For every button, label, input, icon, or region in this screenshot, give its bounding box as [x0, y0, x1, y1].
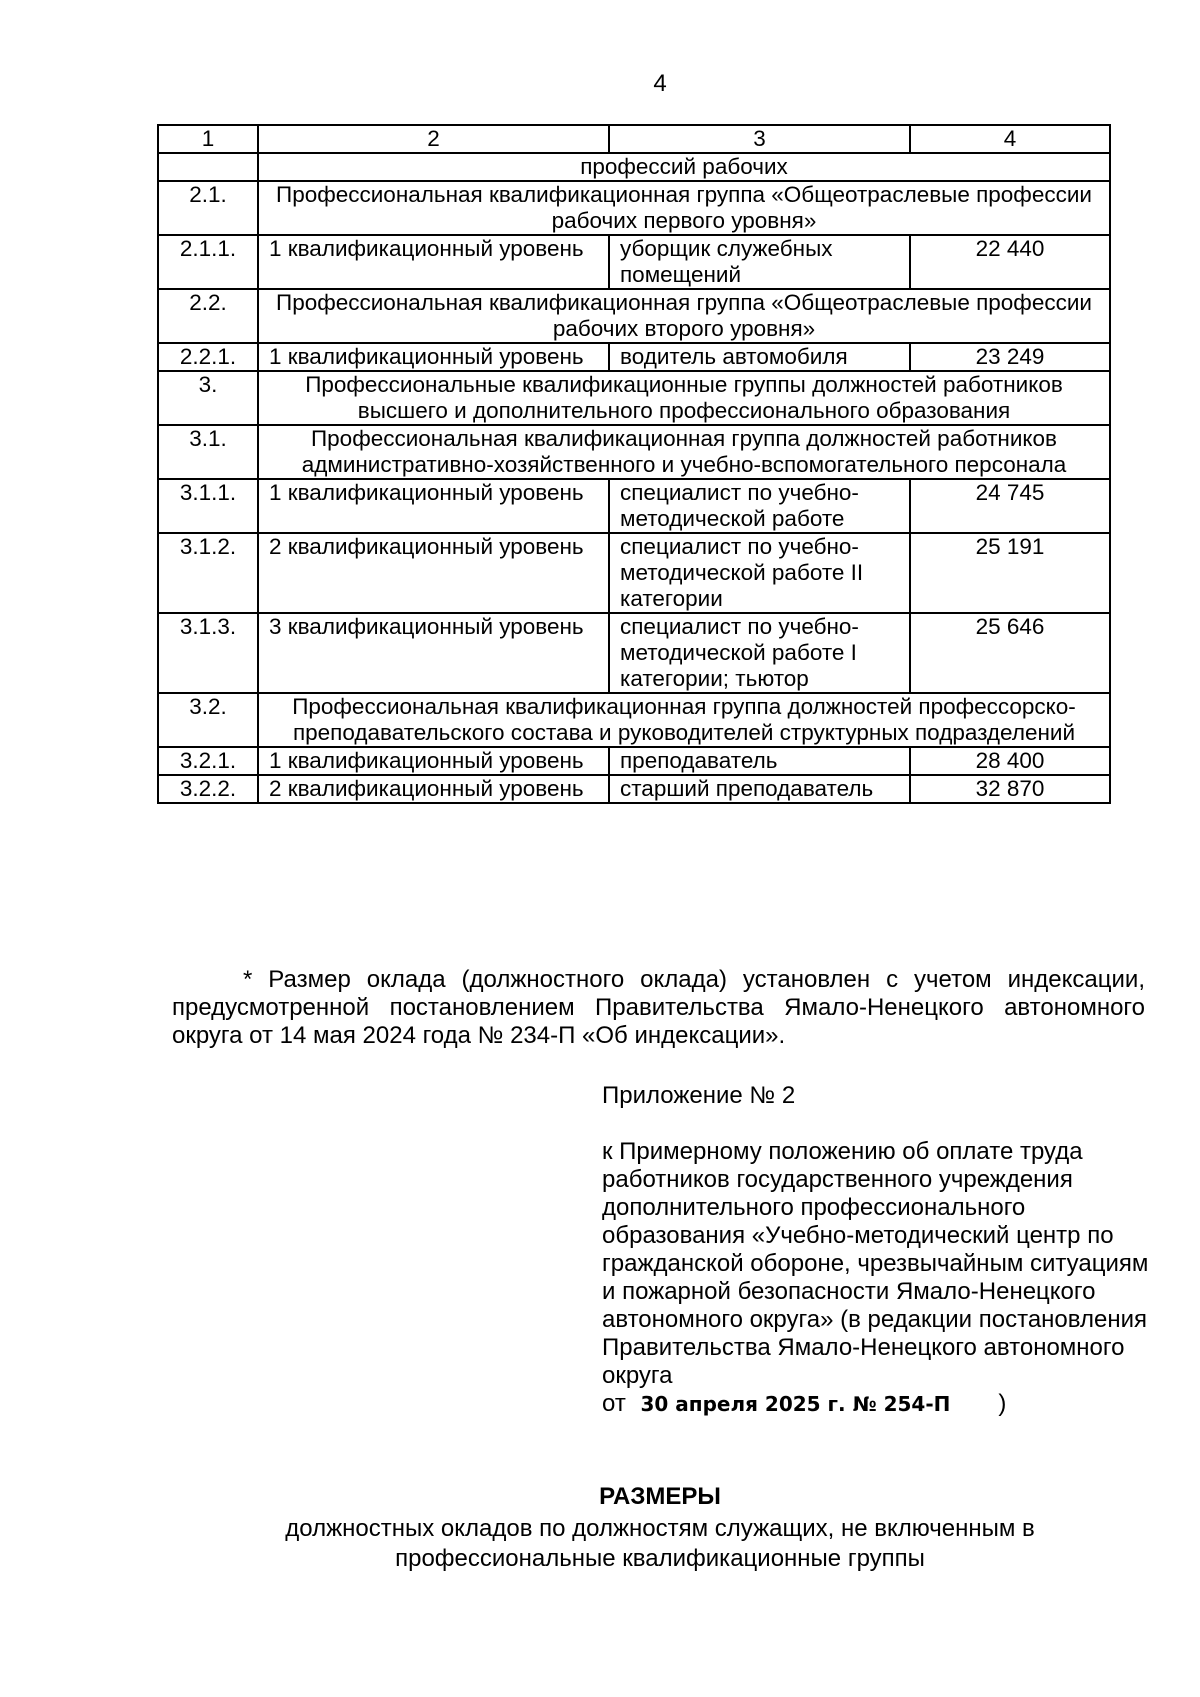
page-number: 4 — [653, 70, 667, 97]
group-title: Профессиональная квалификационная группа должностей профессорско-преподавательского состава и руководителей структурных подразделений — [258, 693, 1110, 747]
section-heading: РАЗМЕРЫ — [599, 1483, 721, 1510]
qualification-level: 1 квалификационный уровень — [258, 479, 609, 533]
qualification-level: 1 квалификационный уровень — [258, 343, 609, 371]
appendix-body — [602, 1138, 1162, 1418]
table-row — [158, 181, 1110, 235]
salary-amount: 24 745 — [910, 479, 1110, 533]
table-row — [158, 235, 1110, 289]
table-row — [158, 747, 1110, 775]
header-cell: 1 — [158, 125, 258, 153]
header-cell: 2 — [258, 125, 609, 153]
table-row — [158, 153, 1110, 181]
row-number: 2.2. — [158, 289, 258, 343]
table-header-row — [158, 125, 1110, 153]
table-row — [158, 775, 1110, 803]
qualification-level: 2 квалификационный уровень — [258, 533, 609, 613]
qualification-level: 2 квалификационный уровень — [258, 775, 609, 803]
salary-amount: 22 440 — [910, 235, 1110, 289]
table-row — [158, 371, 1110, 425]
position-title: водитель автомобиля — [609, 343, 910, 371]
row-number — [158, 153, 258, 181]
salary-amount: 32 870 — [910, 775, 1110, 803]
row-number: 2.2.1. — [158, 343, 258, 371]
group-title: Профессиональная квалификационная группа «Общеотраслевые профессии рабочих второго уровня» — [258, 289, 1110, 343]
group-title: Профессиональные квалификационные группы должностей работников высшего и дополнительного профессионального образования — [258, 371, 1110, 425]
appendix-date-prefix: от — [602, 1390, 626, 1417]
appendix-text: к Примерному положению об оплате труда работников государственного учреждения дополнительного профессионального образования «Учебно-методический центр по гражданской обороне, чрезвычайным ситуациям и пожарной безопасности Ямало-Ненецкого автономного округа» (в редакции постановления Правительства Ямало-Ненецкого автономного округа — [602, 1138, 1149, 1389]
appendix-date-suffix: ) — [998, 1390, 1007, 1417]
position-title: уборщик служебных помещений — [609, 235, 910, 289]
row-number: 2.1. — [158, 181, 258, 235]
salary-amount: 25 646 — [910, 613, 1110, 693]
table-row — [158, 425, 1110, 479]
row-number: 3.1.1. — [158, 479, 258, 533]
position-title: специалист по учебно-методической работе — [609, 479, 910, 533]
row-number: 3.2. — [158, 693, 258, 747]
table-row — [158, 479, 1110, 533]
header-cell: 3 — [609, 125, 910, 153]
row-number: 3.1. — [158, 425, 258, 479]
header-cell: 4 — [910, 125, 1110, 153]
appendix-title: Приложение № 2 — [602, 1082, 796, 1109]
position-title: специалист по учебно-методической работе I категории; тьютор — [609, 613, 910, 693]
table-row — [158, 289, 1110, 343]
row-number: 3.1.2. — [158, 533, 258, 613]
group-title: Профессиональная квалификационная группа должностей работников административно-хозяйственного и учебно-вспомогательного персонала — [258, 425, 1110, 479]
row-number: 3. — [158, 371, 258, 425]
qualification-level: 1 квалификационный уровень — [258, 235, 609, 289]
salary-amount: 23 249 — [910, 343, 1110, 371]
salary-table — [157, 124, 1111, 804]
row-number: 3.2.2. — [158, 775, 258, 803]
table-row — [158, 343, 1110, 371]
group-title: профессий рабочих — [258, 153, 1110, 181]
table-row — [158, 693, 1110, 747]
row-number: 2.1.1. — [158, 235, 258, 289]
salary-amount: 25 191 — [910, 533, 1110, 613]
table-row — [158, 613, 1110, 693]
table-row — [158, 533, 1110, 613]
qualification-level: 3 квалификационный уровень — [258, 613, 609, 693]
row-number: 3.1.3. — [158, 613, 258, 693]
row-number: 3.2.1. — [158, 747, 258, 775]
appendix-date: 30 апреля 2025 г. № 254-П — [640, 1392, 951, 1416]
appendix-block — [602, 1082, 1162, 1418]
salary-amount: 28 400 — [910, 747, 1110, 775]
position-title: специалист по учебно-методической работе II категории — [609, 533, 910, 613]
group-title: Профессиональная квалификационная группа «Общеотраслевые профессии рабочих первого уровня» — [258, 181, 1110, 235]
qualification-level: 1 квалификационный уровень — [258, 747, 609, 775]
position-title: старший преподаватель — [609, 775, 910, 803]
footnote: * Размер оклада (должностного оклада) установлен с учетом индексации, предусмотренной постановлением Правительства Ямало-Ненецкого автономного округа от 14 мая 2024 года № 234-П «Об индексации». — [172, 966, 1145, 1049]
position-title: преподаватель — [609, 747, 910, 775]
section-subheading: должностных окладов по должностям служащих, не включенным в профессиональные квалификационные группы — [285, 1515, 1035, 1572]
